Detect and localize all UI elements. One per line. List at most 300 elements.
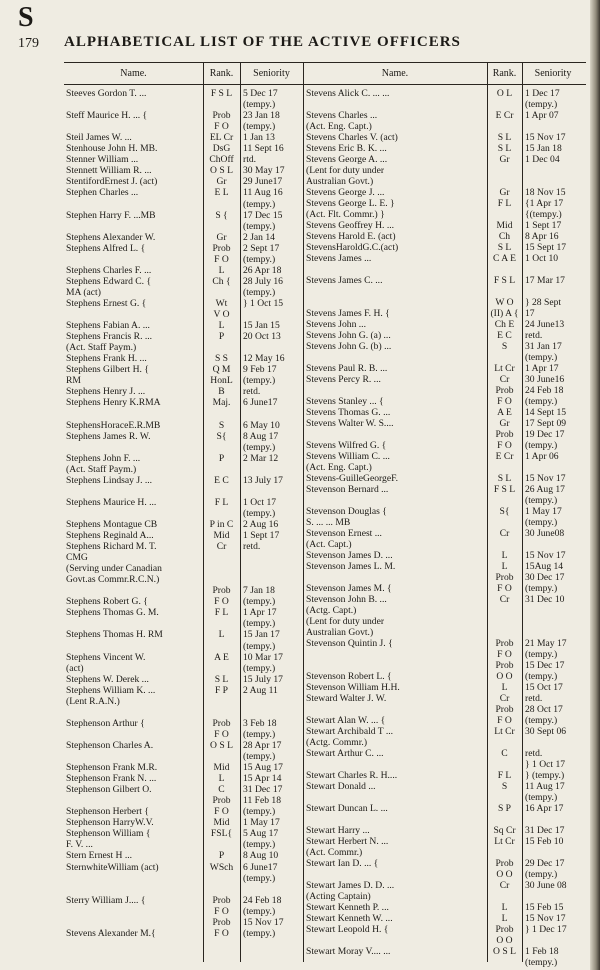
officer-seniority: 30 June 08 (525, 880, 567, 891)
officer-name: Steil James W. ... (66, 132, 132, 144)
officer-seniority: (tempy.) (525, 792, 558, 803)
officer-seniority: 2 Jan 14 (243, 231, 275, 243)
officer-name: (Act. Eng. Capt.) (306, 462, 372, 473)
officer-name: Sterry William J.... { (66, 894, 146, 906)
officer-name: Stephens Gilbert H. { (66, 364, 149, 376)
officer-rank: Q M (212, 364, 231, 376)
officer-seniority: 5 Aug 17 (243, 828, 279, 840)
officer-seniority: 12 May 16 (243, 353, 285, 365)
officer-seniority: (tempy.) (525, 517, 558, 528)
officer-name: Stevenson Robert L. { (306, 671, 392, 682)
officer-name: Stevens James C. ... (306, 275, 383, 286)
officer-rank: L (501, 682, 508, 693)
officer-seniority: (tempy.) (525, 869, 558, 880)
officer-name: Stevens Harold E. (act) (306, 231, 396, 242)
right-seniority-divider (522, 62, 523, 962)
officer-name: Stephens William K. ... (66, 684, 156, 696)
officer-seniority: (tempy.) (525, 957, 558, 968)
officer-name: Stevens George L. E. } (306, 198, 395, 209)
officer-rank: F L (214, 496, 229, 508)
officer-seniority: 29 Dec 17 (525, 858, 565, 869)
officer-seniority: 15 Jan 17 (243, 629, 280, 641)
officer-seniority: 31 Dec 17 (525, 825, 565, 836)
officer-rank: L (218, 629, 225, 641)
officer-rank: Prob (212, 894, 231, 906)
officer-seniority: 15 Apr 14 (243, 773, 282, 785)
officer-rank: S P (497, 803, 512, 814)
officer-rank: S L (497, 473, 512, 484)
officer-name: Stevens John G. (a) ... (306, 330, 391, 341)
officer-rank: HonL (210, 375, 233, 387)
officer-name: Stevens Charles V. (act) (306, 132, 398, 143)
officer-name: Stephens James R. W. (66, 430, 151, 442)
officer-name: Stern Ernest H ... (66, 850, 133, 862)
officer-rank: O O (496, 935, 513, 946)
officer-seniority: 8 Aug 17 (243, 430, 279, 442)
left-seniority-divider (240, 62, 241, 962)
officer-rank: L (501, 561, 508, 572)
officer-rank: F O (497, 715, 512, 726)
officer-seniority: (tempy.) (243, 121, 276, 133)
officer-name: Stevenson Quintin J. { (306, 638, 393, 649)
right-seniority-header: Seniority (534, 68, 572, 79)
officer-name: Stephens Henry K.RMA (66, 397, 161, 409)
officer-rank: F O (497, 396, 512, 407)
officer-name: Stewart James D. D. ... (306, 880, 395, 891)
officer-seniority: 28 Apr 17 (243, 739, 282, 751)
top-rule (64, 62, 586, 63)
officer-seniority: 11 Sept 16 (243, 143, 284, 155)
officer-seniority: (tempy.) (525, 671, 558, 682)
officer-seniority: 2 Aug 16 (243, 518, 279, 530)
officer-seniority: 8 Apr 16 (525, 231, 559, 242)
officer-rank: EL Cr (209, 132, 234, 144)
officer-rank: F O (214, 806, 229, 818)
officer-name: Stephens Alfred L. { (66, 242, 146, 254)
officer-seniority: 1 May 17 (525, 506, 562, 517)
officer-rank: F O (214, 121, 229, 133)
officer-name: (Act. Flt. Commr.) } (306, 209, 385, 220)
officer-rank: F O (214, 596, 229, 608)
officer-seniority: (tempy.) (243, 253, 276, 265)
officer-name: Stephens Frank H. ... (66, 353, 147, 365)
officer-name: Stewart Donald ... (306, 781, 376, 792)
officer-rank: F S L (493, 484, 516, 495)
officer-name: Steward Walter J. W. (306, 693, 387, 704)
officer-seniority: 11 Aug 16 (243, 187, 283, 199)
officer-rank: C (501, 748, 508, 759)
officer-seniority: 6 May 10 (243, 419, 280, 431)
officer-name: Stephens Francis R. ... (66, 331, 153, 343)
officer-seniority: 28 July 16 (243, 275, 283, 287)
officer-name: Stenner William ... (66, 154, 139, 166)
officer-name: Stevens James F. H. { (306, 308, 390, 319)
officer-rank: Prob (495, 429, 514, 440)
officer-rank: E Cr (495, 451, 514, 462)
officer-rank: P in C (209, 518, 234, 530)
officer-seniority: (tempy.) (243, 640, 276, 652)
officer-name: RM (66, 375, 81, 387)
officer-seniority: (tempy.) (243, 99, 276, 111)
officer-seniority: 2 Sept 17 (243, 242, 280, 254)
officer-rank: O S L (210, 739, 233, 751)
officer-name: Stephenson Gilbert O. (66, 784, 152, 796)
officer-seniority: 15 Sept 17 (525, 242, 567, 253)
officer-seniority: {1 Apr 17 (525, 198, 564, 209)
officer-seniority: (tempy.) (243, 905, 276, 917)
officer-name: Stewart Kenneth W. ... (306, 913, 393, 924)
officer-name: Stevens John ... (306, 319, 366, 330)
officer-rank: Lt Cr (494, 363, 515, 374)
officer-rank: Prob (212, 242, 231, 254)
officer-seniority: 14 Sept 15 (525, 407, 567, 418)
officer-name: Stephenson Frank N. ... (66, 773, 157, 785)
officer-name: (Act. Staff Paym.) (66, 463, 137, 475)
officer-rank: P (218, 331, 225, 343)
officer-name: Stephenson Charles A. (66, 739, 154, 751)
officer-rank: S { (215, 209, 228, 221)
officer-rank: F O (214, 728, 229, 740)
officer-rank: P (218, 452, 225, 464)
officer-rank: Ch (498, 231, 511, 242)
officer-name: Stephenson William { (66, 828, 151, 840)
officer-name: Stevenson Ernest ... (306, 528, 382, 539)
officer-name: Stevens George J. ... (306, 187, 385, 198)
officer-rank: Mid (213, 762, 230, 774)
officer-name: Stephenson Frank M.R. (66, 762, 158, 774)
officer-name: Stevens Geoffrey H. ... (306, 220, 395, 231)
officer-name: Stevenson James L. M. (306, 561, 396, 572)
officer-seniority: 31 Dec 10 (525, 594, 565, 605)
center-divider (303, 62, 304, 962)
officer-seniority: 15 Nov 17 (525, 132, 566, 143)
officer-rank: L (218, 320, 225, 332)
officer-rank: S (501, 341, 508, 352)
officer-rank: V O (213, 309, 230, 320)
officer-name: (act) (66, 662, 84, 674)
officer-name: Stephenson Herbert { (66, 806, 149, 818)
officer-rank: FSL{ (210, 828, 233, 840)
officer-name: Stephens W. Derek ... (66, 673, 149, 685)
officer-rank: O S L (493, 946, 516, 957)
officer-rank: Prob (212, 110, 231, 122)
officer-seniority: 30 June16 (525, 374, 565, 385)
officer-seniority: (tempy.) (525, 440, 558, 451)
officer-name: StephensHoraceE.R.MB (66, 419, 161, 431)
officer-rank: Gr (216, 176, 227, 188)
officer-rank: C (218, 784, 225, 796)
page-title: ALPHABETICAL LIST OF THE ACTIVE OFFICERS (64, 34, 461, 50)
officer-seniority: (tempy.) (243, 751, 276, 762)
officer-seniority: (tempy.) (243, 839, 276, 851)
officer-rank: Maj. (212, 397, 231, 409)
officer-name: Stewart Harry ... (306, 825, 370, 836)
officer-seniority: (tempy.) (243, 507, 276, 519)
officer-seniority: 1 Apr 06 (525, 451, 559, 462)
officer-seniority: 1 Apr 07 (525, 110, 559, 121)
officer-rank: L (218, 773, 225, 785)
officer-seniority: 28 Oct 17 (525, 704, 563, 715)
officer-name: (Lent for duty under (306, 165, 385, 176)
officer-seniority: 15 Nov 17 (525, 473, 566, 484)
officer-rank: S{ (216, 430, 227, 442)
officer-seniority: (tempy.) (525, 649, 558, 660)
officer-seniority: 30 Sept 06 (525, 726, 567, 737)
officer-seniority: 17 Mar 17 (525, 275, 565, 286)
officer-seniority: 13 July 17 (243, 474, 283, 486)
officer-name: Australian Govt.) (306, 627, 374, 638)
officer-rank: Gr (499, 418, 510, 429)
officer-rank: Ch { (212, 275, 231, 287)
officer-rank: Gr (499, 154, 510, 165)
officer-seniority: 26 Aug 17 (525, 484, 565, 495)
officer-rank: Cr (499, 880, 510, 891)
officer-name: Stevens William C. ... (306, 451, 390, 462)
officer-name: Stevens James ... (306, 253, 372, 264)
officer-name: Stevens Charles ... (306, 110, 378, 121)
officer-rank: E L (214, 187, 229, 199)
officer-rank: WSch (209, 861, 234, 873)
officer-name: S. ... ... MB (306, 517, 351, 528)
officer-seniority: (tempy.) (243, 872, 276, 884)
officer-name: (Serving under Canadian (66, 563, 162, 575)
officer-seniority: (tempy.) (243, 441, 276, 453)
officer-seniority: 15 Nov 17 (525, 913, 566, 924)
left-seniority-header: Seniority (253, 68, 290, 79)
officer-name: (Acting Captain) (306, 891, 371, 902)
officer-rank: Lt Cr (494, 726, 515, 737)
officer-seniority: 19 Dec 17 (525, 429, 565, 440)
officer-seniority: 1 Oct 17 (243, 496, 277, 508)
officer-rank: L (501, 550, 508, 561)
officer-rank: W O (495, 297, 514, 308)
officer-rank: Cr (499, 594, 510, 605)
officer-seniority: 16 Apr 17 (525, 803, 564, 814)
officer-name: Stephens Edward C. { (66, 275, 152, 287)
officer-name: Stevens Walter W. S.... (306, 418, 394, 429)
officer-seniority: 6 June17 (243, 397, 278, 409)
officer-rank: Prob (495, 572, 514, 583)
officer-rank: S (501, 781, 508, 792)
officer-seniority: 1 Jan 13 (243, 132, 275, 144)
officer-name: Stephenson Arthur { (66, 717, 145, 729)
left-name-header: Name. (120, 68, 147, 79)
officer-name: Stephen Harry F. ...MB (66, 209, 156, 221)
officer-seniority: 8 Aug 10 (243, 850, 279, 862)
officer-rank: F O (497, 583, 512, 594)
officer-rank: Mid (213, 817, 230, 829)
officer-seniority: 30 June08 (525, 528, 565, 539)
officer-name: Stevenson James M. { (306, 583, 392, 594)
officer-rank: Prob (495, 858, 514, 869)
officer-name: (Lent for duty under (306, 616, 385, 627)
officer-rank: S L (497, 242, 512, 253)
officer-rank: S{ (499, 506, 510, 517)
officer-name: Stevens Eric B. K. ... (306, 143, 387, 154)
officer-seniority: } 28 Sept (525, 297, 562, 308)
officer-seniority: 30 May 17 (243, 165, 285, 177)
officer-seniority: } 1 Oct 15 (243, 297, 284, 309)
officer-rank: Sq Cr (493, 825, 516, 836)
officer-rank: S L (214, 673, 229, 685)
officer-rank: E C (497, 330, 512, 341)
officer-seniority: 24 Feb 18 (243, 894, 282, 906)
officer-rank: DsG (212, 143, 231, 155)
officer-name: (Lent R.A.N.) (66, 695, 120, 707)
officer-seniority: 11 Feb 18 (243, 795, 282, 807)
officer-seniority: 15 Dec 17 (525, 660, 565, 671)
officer-name: Stevens John G. (b) ... (306, 341, 392, 352)
officer-rank: E Cr (495, 110, 514, 121)
right-rank-header: Rank. (492, 68, 517, 79)
officer-rank: O O (496, 869, 513, 880)
officer-name: Stephen Charles ... (66, 187, 139, 199)
officer-rank: S L (497, 143, 512, 154)
officer-rank: Prob (495, 660, 514, 671)
officer-name: Stewart Archibald T ... (306, 726, 394, 737)
officer-seniority: 15 Oct 17 (525, 682, 563, 693)
officer-seniority: (tempy.) (243, 728, 276, 740)
officer-seniority: rtd. (243, 154, 257, 166)
officer-seniority: (tempy.) (525, 396, 558, 407)
officer-seniority: retd. (525, 330, 543, 341)
officer-name: Stephens Ernest G. { (66, 297, 147, 309)
officer-name: MA (act) (66, 286, 101, 298)
officer-rank: L (501, 913, 508, 924)
officer-rank: B (218, 386, 225, 398)
officer-seniority: (tempy.) (243, 375, 276, 387)
officer-rank: F L (497, 198, 512, 209)
officer-seniority: 7 Jan 18 (243, 585, 275, 597)
officer-seniority: 17 (525, 308, 535, 319)
officer-rank: F O (214, 927, 229, 939)
officer-seniority: 1 Sept 17 (243, 530, 280, 541)
officer-rank: Prob (212, 916, 231, 928)
officer-name: Stephens Montague CB (66, 518, 158, 530)
officer-rank: S (218, 419, 225, 431)
officer-seniority: (tempy.) (243, 596, 276, 608)
officer-rank: Wt (215, 297, 228, 309)
officer-seniority: 31 Dec 17 (243, 784, 283, 796)
officer-name: Stevens Thomas G. ... (306, 407, 391, 418)
officer-name: Stewart Arthur C. ... (306, 748, 384, 759)
officer-name: Stewart Alan W. ... { (306, 715, 386, 726)
officer-name: Stephens Vincent W. (66, 651, 146, 663)
officer-name: Stevens Alexander M.{ (66, 927, 156, 939)
officer-name: Govt.as Commr.R.C.N.) (66, 574, 160, 586)
officer-seniority: 24 June13 (525, 319, 565, 330)
officer-name: (Actg. Commr.) (306, 737, 368, 748)
officer-rank: O S L (210, 165, 233, 177)
officer-name: Stephens Lindsay J. ... (66, 474, 153, 486)
officer-rank: S S (214, 353, 229, 365)
officer-seniority: 15 Nov 17 (525, 550, 566, 561)
officer-rank: L (501, 902, 508, 913)
officer-seniority: 15 Feb 15 (525, 902, 564, 913)
officer-seniority: 15 Nov 17 (243, 916, 284, 928)
officer-seniority: 30 Dec 17 (525, 572, 565, 583)
officer-name: Stephens Reginald A... (66, 530, 154, 541)
officer-rank: F O (497, 440, 512, 451)
officer-name: Stephens John F. ... (66, 452, 141, 464)
officer-name: Australian Govt.) (306, 176, 374, 187)
officer-name: Stephens Thomas G. M. (66, 607, 159, 619)
officer-rank: Prob (212, 585, 231, 597)
officer-rank: S L (497, 132, 512, 143)
officer-seniority: 9 Feb 17 (243, 364, 277, 376)
officer-name: Stevenson Douglas { (306, 506, 387, 517)
officer-seniority: 18 Nov 15 (525, 187, 566, 198)
officer-seniority: 6 June17 (243, 861, 278, 873)
officer-seniority: (tempy.) (525, 583, 558, 594)
officer-seniority: (tempy.) (525, 352, 558, 363)
officer-name: F. V. ... (66, 839, 93, 851)
page-number: 179 (18, 36, 39, 51)
officer-seniority: 2 Mar 12 (243, 452, 279, 464)
officer-seniority: 15 Jan 15 (243, 320, 280, 332)
officer-name: (Act. Capt.) (306, 539, 352, 550)
officer-seniority: 3 Feb 18 (243, 717, 277, 729)
officer-rank: O L (496, 88, 513, 99)
officer-name: Stewart Duncan L. ... (306, 803, 388, 814)
officer-rank: Cr (216, 541, 227, 553)
officer-name: (Actg. Capt.) (306, 605, 357, 616)
section-letter: S (18, 2, 34, 33)
officer-seniority: {(tempy.) (525, 209, 562, 220)
officer-name: (Act. Staff Paym.) (66, 342, 137, 354)
officer-seniority: retd. (525, 693, 543, 704)
officer-rank: (II) A { (490, 308, 519, 319)
officer-seniority: (tempy.) (525, 715, 558, 726)
officer-rank: F O (497, 649, 512, 660)
officer-name: Stewart Ian D. ... { (306, 858, 379, 869)
officer-seniority: retd. (243, 386, 261, 398)
officer-seniority: 23 Jan 18 (243, 110, 280, 122)
officer-seniority: (tempy.) (243, 618, 276, 630)
officer-seniority: (tempy.) (243, 927, 276, 939)
officer-rank: A E (214, 651, 229, 663)
officer-seniority: 1 May 17 (243, 817, 280, 829)
officer-name: Stevenson John B. ... (306, 594, 387, 605)
officer-name: Stevens Percy R. ... (306, 374, 381, 385)
officer-rank: F O (214, 905, 229, 917)
officer-seniority: (tempy.) (525, 495, 558, 506)
officer-rank: F O (214, 253, 229, 265)
officer-name: Stevens-GuilleGeorgeF. (306, 473, 399, 484)
officer-seniority: 17 Sept 09 (525, 418, 567, 429)
officer-rank: ChOff (209, 154, 234, 166)
officer-seniority: 10 Mar 17 (243, 651, 283, 663)
officer-seniority: retd. (243, 541, 261, 553)
officer-seniority: retd. (525, 748, 543, 759)
officer-rank: Prob (212, 717, 231, 729)
officer-rank: Prob (495, 924, 514, 935)
officer-seniority: 1 Oct 10 (525, 253, 559, 264)
officer-seniority: 1 Apr 17 (243, 607, 277, 619)
page-edge (590, 0, 600, 970)
officer-name: CMG (66, 552, 88, 564)
right-name-header: Name. (381, 68, 409, 79)
officer-seniority: } 1 Dec 17 (525, 924, 567, 935)
officer-rank: Prob (495, 704, 514, 715)
officer-name: Stevens Wilfred G. { (306, 440, 387, 451)
officer-seniority: 11 Aug 17 (525, 781, 565, 792)
officer-name: Stephens Robert G. { (66, 596, 148, 608)
officer-name: Stephens Maurice H. ... (66, 496, 157, 508)
officer-rank: C A E (493, 253, 516, 264)
officer-seniority: 21 May 17 (525, 638, 567, 649)
officer-name: Stephenson HarryW.V. (66, 817, 154, 829)
